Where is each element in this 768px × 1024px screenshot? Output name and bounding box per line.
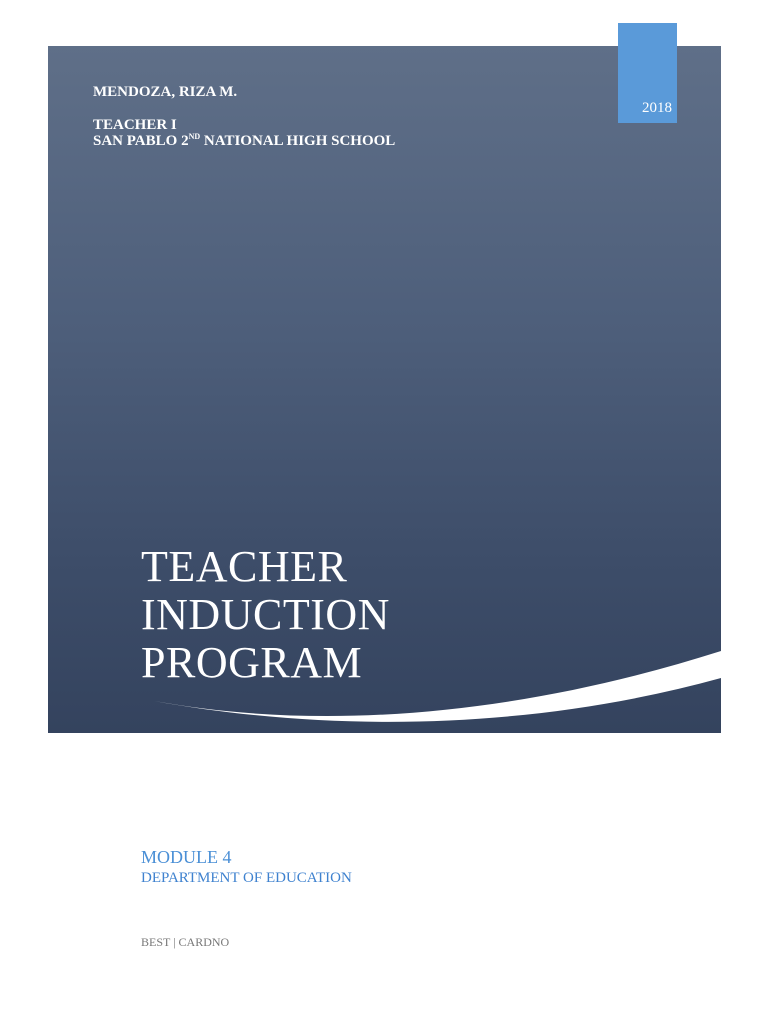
year-label: 2018 bbox=[642, 100, 672, 116]
title-line-3: PROGRAM bbox=[141, 638, 363, 687]
cover-panel bbox=[48, 46, 721, 733]
author-block bbox=[93, 84, 395, 149]
year-tab bbox=[618, 23, 677, 123]
title-line-1: TEACHER bbox=[141, 542, 348, 591]
school-name-superscript: ND bbox=[188, 132, 201, 141]
title-line-2: INDUCTION bbox=[141, 590, 390, 639]
author-position: TEACHER I bbox=[93, 117, 177, 133]
author-name: MENDOZA, RIZA M. bbox=[93, 84, 238, 100]
footer-credit: BEST | CARDNO bbox=[141, 935, 230, 949]
school-name-prefix: SAN PABLO 2 bbox=[93, 133, 189, 149]
module-title: MODULE 4 bbox=[141, 847, 232, 867]
school-name bbox=[93, 133, 395, 149]
document-title bbox=[141, 543, 390, 687]
department-name: DEPARTMENT OF EDUCATION bbox=[141, 870, 352, 886]
school-name-suffix: NATIONAL HIGH SCHOOL bbox=[200, 133, 396, 149]
